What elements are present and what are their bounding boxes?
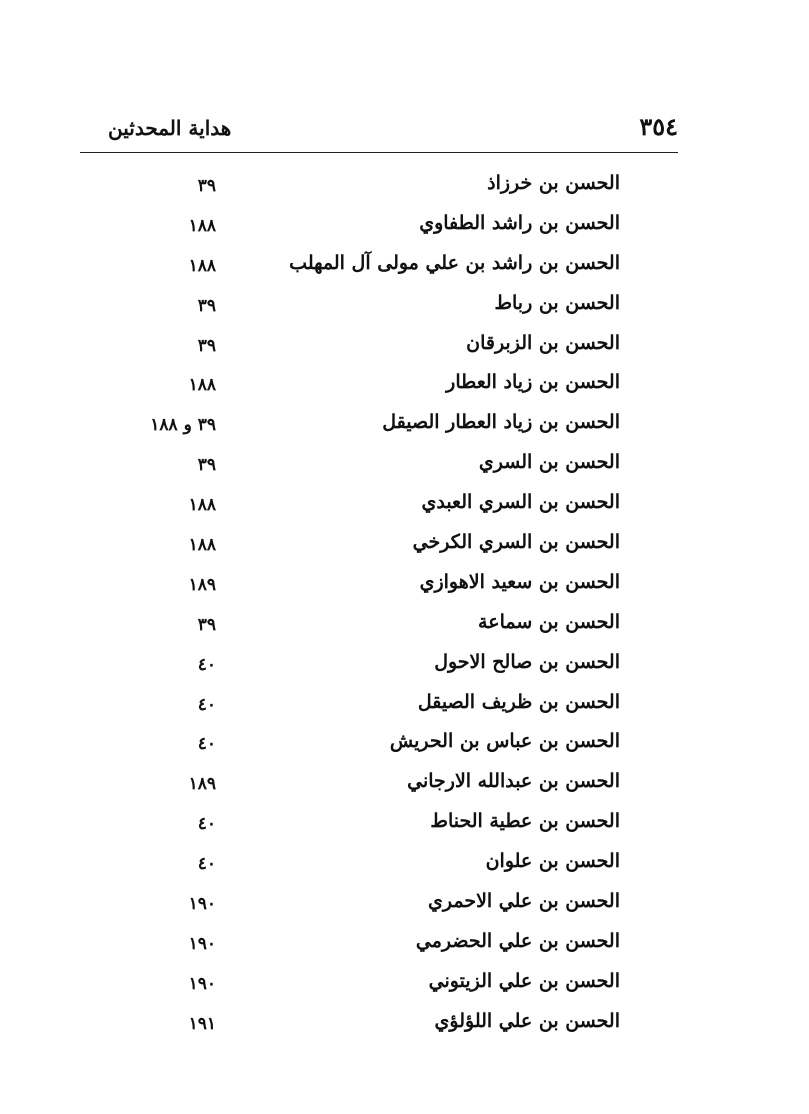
index-entry (100, 447, 620, 487)
entry-name: الحسن بن سعيد الاهوازي (419, 570, 620, 593)
index-entry (100, 1006, 620, 1046)
index-entry (100, 647, 620, 687)
entry-name: الحسن بن راشد بن علي مولى آل المهلب (289, 251, 620, 274)
entry-name: الحسن بن علوان (485, 850, 620, 873)
entry-name: الحسن بن رباط (494, 291, 620, 314)
entry-name: الحسن بن زياد العطار (446, 371, 620, 394)
index-entry (100, 527, 620, 567)
entry-page-ref: ٤٠ (197, 814, 216, 835)
entry-page-ref: ١٨٨ (188, 215, 216, 236)
entry-name: الحسن بن الزبرقان (466, 331, 620, 354)
entry-page-ref: ٤٠ (197, 654, 216, 675)
entry-page-ref: ٣٩ و ١٨٨ (150, 415, 216, 436)
index-entry (100, 687, 620, 727)
entry-name: الحسن بن عبدالله الارجاني (407, 770, 620, 793)
index-entry (100, 806, 620, 846)
index-entry (100, 367, 620, 407)
entry-page-ref: ١٨٨ (188, 495, 216, 516)
entry-page-ref: ٤٠ (197, 734, 216, 755)
index-entry (100, 208, 620, 248)
entry-name: الحسن بن علي الحضرمي (415, 929, 620, 952)
entry-page-ref: ١٩٠ (188, 894, 216, 915)
index-entry (100, 288, 620, 328)
entry-page-ref: ٤٠ (197, 854, 216, 875)
page-number: ٣٥٤ (639, 112, 678, 141)
entry-name: الحسن بن علي الزيتوني (428, 969, 620, 992)
index-entry (100, 487, 620, 527)
entry-name: الحسن بن راشد الطفاوي (419, 211, 620, 234)
entry-page-ref: ١٨٩ (188, 774, 216, 795)
entry-page-ref: ٣٩ (197, 295, 216, 316)
index-entry (100, 886, 620, 926)
index-entry (100, 328, 620, 368)
entry-name: الحسن بن صالح الاحول (434, 650, 620, 673)
entry-name: الحسن بن السري العبدي (421, 491, 620, 514)
entry-page-ref: ٣٩ (197, 614, 216, 635)
entry-page-ref: ١٨٨ (188, 535, 216, 556)
entry-page-ref: ٤٠ (197, 694, 216, 715)
index-entry (100, 248, 620, 288)
entry-name: الحسن بن علي الاحمري (427, 890, 620, 913)
entry-name: الحسن بن علي اللؤلؤي (434, 1009, 620, 1032)
index-entry (100, 407, 620, 447)
entry-page-ref: ٣٩ (197, 455, 216, 476)
entry-page-ref: ٣٩ (197, 176, 216, 196)
index-entry (100, 567, 620, 607)
index-entry (100, 726, 620, 766)
entry-page-ref: ١٩١ (188, 1013, 216, 1034)
entry-page-ref: ١٩٠ (188, 933, 216, 954)
running-title: هداية المحدثين (108, 116, 232, 140)
index-entry (100, 846, 620, 886)
page-header (80, 112, 678, 148)
index-entry (100, 926, 620, 966)
index-entry (100, 168, 620, 208)
entry-name: الحسن بن خرزاذ (487, 172, 620, 194)
entry-name: الحسن بن السري (478, 451, 620, 474)
entry-name: الحسن بن سماعة (478, 610, 620, 633)
entry-name: الحسن بن السري الكرخي (412, 531, 620, 554)
index-entry (100, 966, 620, 1006)
entry-name: الحسن بن زياد العطار الصيقل (382, 411, 620, 434)
index-list (100, 168, 620, 1046)
index-entry (100, 607, 620, 647)
entry-page-ref: ١٨٨ (188, 375, 216, 396)
entry-page-ref: ٣٩ (197, 335, 216, 356)
entry-name: الحسن بن ظريف الصيقل (417, 690, 620, 713)
entry-page-ref: ١٨٨ (188, 255, 216, 276)
index-entry (100, 766, 620, 806)
entry-page-ref: ١٨٩ (188, 574, 216, 595)
header-divider (80, 152, 678, 153)
entry-page-ref: ١٩٠ (188, 973, 216, 994)
entry-name: الحسن بن عطية الحناط (430, 810, 620, 833)
entry-name: الحسن بن عباس بن الحريش (389, 730, 620, 753)
